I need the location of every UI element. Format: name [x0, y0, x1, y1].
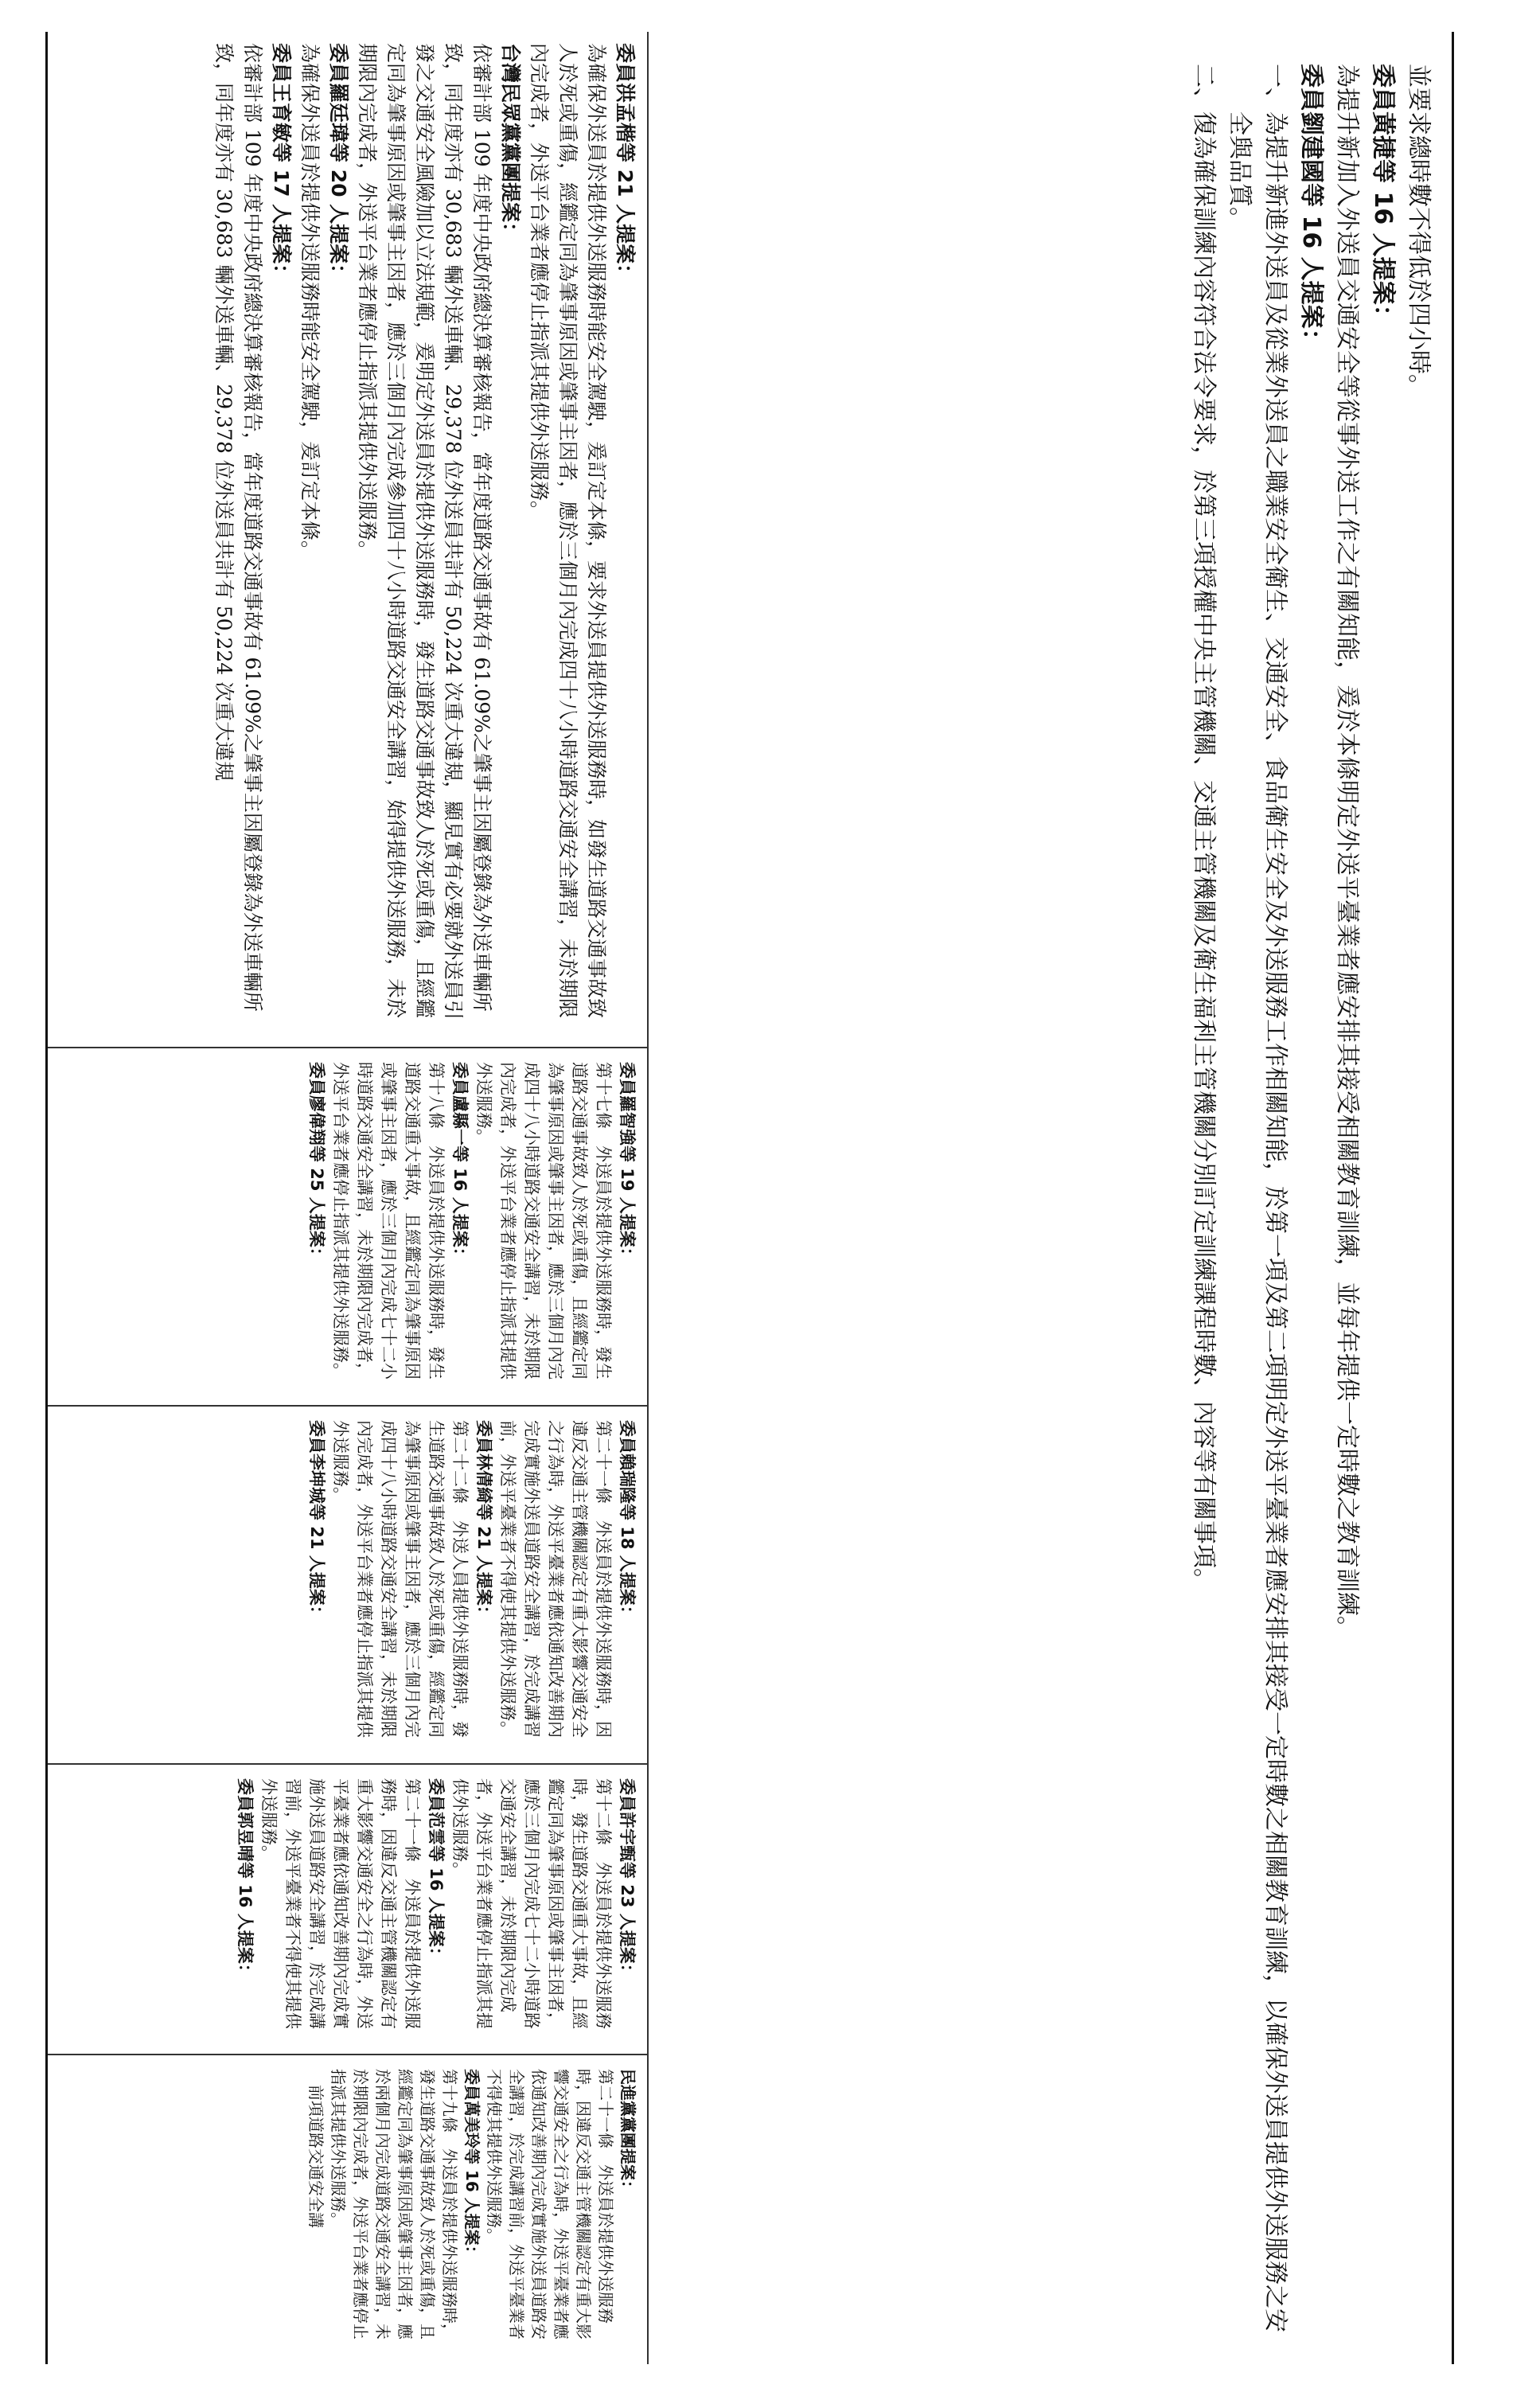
- c1-head-0: 委員羅智強等 19 人提案：: [618, 1062, 637, 1264]
- top-line-0: 並要求總時數不得低於四小時。: [1405, 64, 1433, 398]
- col-sep-3: [48, 1763, 649, 1765]
- c2-head-2: 委員李坤城等 21 人提案：: [307, 1420, 326, 1622]
- c1-text-0: 第十七條 外送員於提供外送服務時，發生道路交通事故致人於死或重傷，且經鑑定同為肇事原因或肇事主因者，應於三個月內完成四十八小時道路交通安全講習，未於期限內完成者，外送平台業者應停止指派其提供外送服務。: [474, 1062, 613, 1379]
- c2-head-0: 委員賴瑞隆等 18 人提案：: [618, 1420, 637, 1622]
- right-narrative-column: [50, 32, 645, 1043]
- c4-text-0: 第二十一條 外送員於提供外送服務時，因違反交通主管機關認定有重大影響交通安全之行為時，外送平臺業者應依通知改善期內完成實施外送員道路安全講習，於完成講習前，外送平臺業者不得使其提供外送服務。: [485, 2069, 615, 2339]
- c2-text-0: 第二十一條 外送員於提供外送服務時，因違反交通主管機關認定有重大影響交通安全之行為時，外送平臺業者應依通知改善期內完成實施外送員道路安全講習，於完成講習前，外送平臺業者不得使其提供外送服務。: [498, 1420, 613, 1738]
- top-explanation-block: [651, 32, 1451, 2364]
- rc-text-0: 為確保外送員於提供外送服務時能安全駕駛，爰訂定本條，要求外送員提供外送服務時，如發生道路交通事故致人於死或重傷，經鑑定同為肇事原因或肇事主因者，應於三個月內完成四十八小時道路交通安全講習，未於期限內完成者，外送平台業者應停止指派其提供外送服務。: [528, 43, 608, 1019]
- proposal-column-4: [50, 2058, 645, 2364]
- bottom-rule: [45, 32, 48, 2364]
- rc-text-3: 依審計部 109 年度中央政府總決算審核報告，當年度道路交通事故有 61.09%之肇事主因屬登錄為外送車輛所致，同年度亦有 30,683 輛外送車輛、29,378 位外送員共計有 50,224 次重大違規: [212, 43, 264, 1012]
- c3-head-1: 委員范雲等 16 人提案：: [427, 1778, 446, 1964]
- proposal-column-3: [50, 1767, 645, 2050]
- c1-head-1: 委員盧縣一等 16 人提案：: [450, 1062, 470, 1264]
- c3-text-0: 第十二條 外送員於提供外送服務時，發生道路交通重大事故，且經鑑定同為肇事原因或肇事主因者，應於三個月內完成七十二小時道路交通安全講習，未於期限內完成者，外送平台業者應停止指派其提供外送服務。: [450, 1778, 613, 2029]
- rc-head-1: 台灣民眾黨黨團提案：: [499, 43, 522, 243]
- rc-head-0: 委員洪孟楷等 21 人提案：: [614, 43, 637, 284]
- c2-text-1: 第二十二條 外送人員提供外送服務時，發生道路交通事故致人於死或重傷，經鑑定同為肇事原因或肇事主因者，應於三個月內完成四十八小時道路交通安全講習，未於期限內完成者，外送平台業者應停止指派其提供外送服務。: [331, 1420, 470, 1738]
- c4-head-0: 民進黨黨團提案：: [618, 2069, 637, 2196]
- top-line-3: 委員劉建國等 16 人提案：: [1297, 64, 1325, 353]
- rc-text-1: 依審計部 109 年度中央政府總決算審核報告，當年度道路交通事故有 61.09%之肇事主因屬登錄為外送車輛所致，同年度亦有 30,683 輛外送車輛、29,378 位外送員共計有 50,224 次重大違規，顯見實有必要就外送員引發之交通安全風險加以立法規範，爰明定外送員於提供外送服務時，發生道路交通事故致人於死或重傷，且經鑑定同為肇事原因或肇事主因者，應於三個月內完成參加四十八小時道路交通安全講習，始得提供外送服務，未於期限內完成者，外送平台業者應停止指派其提供外送服務。: [356, 43, 493, 1020]
- rc-text-2: 為確保外送員於提供外送服務時能安全駕駛，爰訂定本條。: [298, 43, 322, 561]
- col-sep-4: [48, 2054, 649, 2055]
- c3-head-2: 委員郭昱晴等 16 人提案：: [236, 1778, 255, 1980]
- col-sep-1: [48, 1047, 649, 1048]
- proposal-column-1: [50, 1051, 645, 1401]
- rc-head-3: 委員王育敏等 17 人提案：: [270, 43, 293, 284]
- c1-text-1: 第十八條 外送員於提供外送服務時，發生道路交通重大事故，且經鑑定同為肇事原因或肇事主因者，應於三個月內完成七十二小時道路交通安全講習，未於期限內完成者，外送平台業者應停止指派其提供外送服務。: [331, 1062, 446, 1379]
- top-line-5: 二、復為確保訓練內容符合法令要求，於第三項授權中央主管機關、交通主管機關及衛生福利主管機關分別訂定訓練課程時數、內容等有關事項。: [1190, 64, 1218, 1592]
- c3-text-1: 第二十一條 外送員於提供外送服務時，因違反交通主管機關認定有重大影響交通安全之行為時，外送平臺業者應依通知改善期內完成實施外送員道路安全講習，於完成講習前，外送平臺業者不得使其提供外送服務。: [259, 1778, 422, 2029]
- c4-text-2: 前項道路交通安全講: [306, 2069, 326, 2228]
- row-separator: [647, 32, 649, 2364]
- rc-head-2: 委員羅廷瑋等 20 人提案：: [327, 43, 350, 284]
- c4-text-1: 第十九條 外送員於提供外送服務時，發生道路交通事故致人於死或重傷，且經鑑定同為肇事原因或肇事主因者，應於兩個月內完成道路交通安全講習，未於期限內完成者，外送平台業者應停止指派其提供外送服務。: [329, 2069, 459, 2339]
- c2-head-1: 委員林倩綺等 21 人提案：: [474, 1420, 493, 1622]
- top-rule: [1452, 32, 1454, 2364]
- top-line-1: 委員黃捷等 16 人提案：: [1369, 64, 1397, 329]
- col-sep-2: [48, 1405, 649, 1407]
- c1-head-2: 委員廖偉翔等 25 人提案：: [307, 1062, 326, 1264]
- top-line-2: 為提升新加入外送員交通安全等從事外送工作之有關知能，爰於本條明定外送平臺業者應安排其接受相關教育訓練，並每年提供一定時數之教育訓練。: [1333, 64, 1361, 1640]
- proposal-column-2: [50, 1409, 645, 1759]
- c3-head-0: 委員許宇甄等 23 人提案：: [618, 1778, 637, 1980]
- top-line-4: 一、為提升新進外送員及從業外送員之職業安全衛生、交通安全、食品衛生安全及外送服務工作相關知能，於第一項及第二項明定外送平臺業者應安排其接受一定時數之相關教育訓練，以確保外送員提供外送服務之安全與品質。: [1226, 64, 1289, 2332]
- c4-head-1: 委員萬美玲等 16 人提案：: [462, 2069, 481, 2261]
